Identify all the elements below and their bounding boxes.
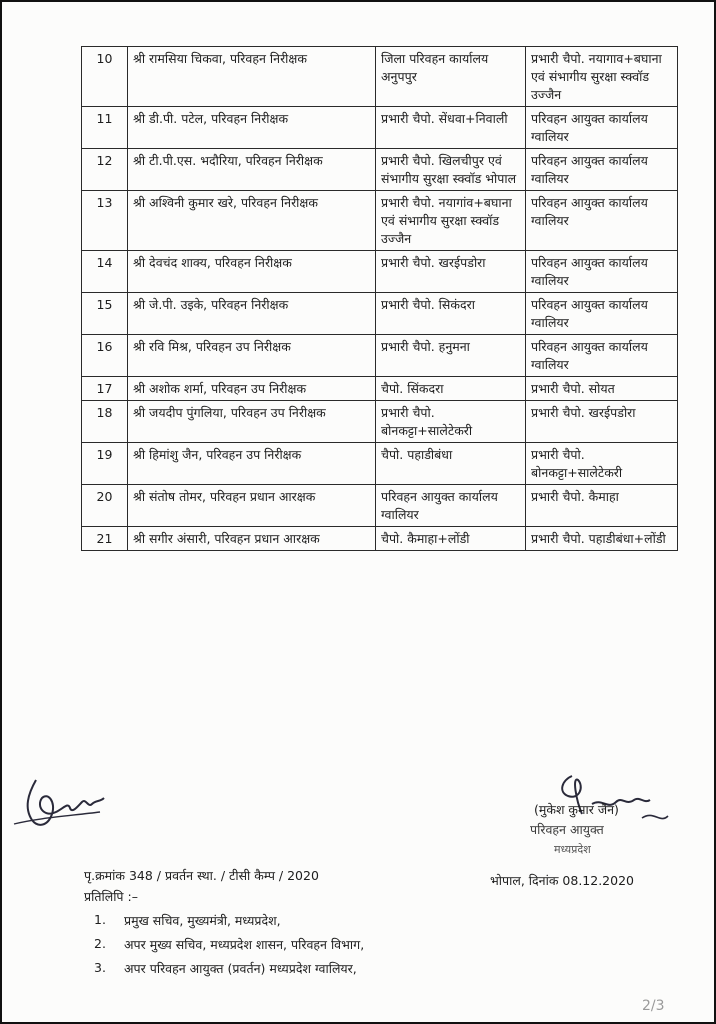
serial-number-cell: 11 <box>82 107 128 149</box>
officer-name-cell: श्री जयदीप पुंगलिया, परिवहन उप निरीक्षक <box>128 401 376 443</box>
place-date: भोपाल, दिनांक 08.12.2020 <box>490 873 634 888</box>
new-posting-cell: प्रभारी चैपो. नयागाव+बघाना एवं संभागीय सुरक्षा स्क्वॉड उज्जैन <box>526 47 678 107</box>
serial-number-cell: 19 <box>82 443 128 485</box>
signatory-state: मध्यप्रदेश <box>554 843 591 856</box>
officer-name-cell: श्री जे.पी. उइके, परिवहन निरीक्षक <box>128 293 376 335</box>
officer-name-cell: श्री अश्विनी कुमार खरे, परिवहन निरीक्षक <box>128 191 376 251</box>
copy-list <box>84 912 364 984</box>
officer-name-cell: श्री सगीर अंसारी, परिवहन प्रधान आरक्षक <box>128 527 376 551</box>
copy-item <box>84 960 364 984</box>
copy-item <box>84 936 364 960</box>
current-posting-cell: प्रभारी चैपो. सेंधवा+निवाली <box>376 107 526 149</box>
serial-number-cell: 15 <box>82 293 128 335</box>
officer-name-cell: श्री रामसिया चिकवा, परिवहन निरीक्षक <box>128 47 376 107</box>
new-posting-cell: परिवहन आयुक्त कार्यालय ग्वालियर <box>526 149 678 191</box>
new-posting-cell: परिवहन आयुक्त कार्यालय ग्वालियर <box>526 335 678 377</box>
officer-name-cell: श्री संतोष तोमर, परिवहन प्रधान आरक्षक <box>128 485 376 527</box>
table-row <box>82 191 678 251</box>
table-row <box>82 527 678 551</box>
copy-heading: प्रतिलिपि :– <box>84 889 138 904</box>
new-posting-cell: प्रभारी चैपो. पहाडीबंधा+लोंडी <box>526 527 678 551</box>
officer-name-cell: श्री हिमांशु जैन, परिवहन उप निरीक्षक <box>128 443 376 485</box>
current-posting-cell: चैपो. पहाडीबंधा <box>376 443 526 485</box>
new-posting-cell: प्रभारी चैपो. सोयत <box>526 377 678 401</box>
signatory-block <box>530 800 619 860</box>
transfer-table <box>81 46 678 551</box>
current-posting-cell: चैपो. कैमाहा+लोंडी <box>376 527 526 551</box>
signatory-name: (मुकेश कुमार जैन) <box>534 802 619 817</box>
current-posting-cell: प्रभारी चैपो. सिकंदरा <box>376 293 526 335</box>
copy-item-text: अपर परिवहन आयुक्त (प्रवर्तन) मध्यप्रदेश ग्वालियर, <box>124 961 357 976</box>
table-row <box>82 443 678 485</box>
officer-name-cell: श्री देवचंद शाक्य, परिवहन निरीक्षक <box>128 251 376 293</box>
current-posting-cell: चैपो. सिंकदरा <box>376 377 526 401</box>
copy-item-text: प्रमुख सचिव, मुख्यमंत्री, मध्यप्रदेश, <box>124 913 281 928</box>
signatory-designation: परिवहन आयुक्त <box>530 822 604 837</box>
copy-item-number: 2. <box>94 936 106 951</box>
table-row <box>82 485 678 527</box>
table-row <box>82 47 678 107</box>
table-row <box>82 335 678 377</box>
new-posting-cell: परिवहन आयुक्त कार्यालय ग्वालियर <box>526 191 678 251</box>
serial-number-cell: 20 <box>82 485 128 527</box>
serial-number-cell: 21 <box>82 527 128 551</box>
serial-number-cell: 12 <box>82 149 128 191</box>
copy-item <box>84 912 364 936</box>
officer-name-cell: श्री डी.पी. पटेल, परिवहन निरीक्षक <box>128 107 376 149</box>
serial-number-cell: 14 <box>82 251 128 293</box>
table-row <box>82 149 678 191</box>
copy-item-number: 1. <box>94 912 106 927</box>
table-row <box>82 377 678 401</box>
reference-number: पृ.क्रमांक 348 / प्रवर्तन स्था. / टीसी कैम्प / 2020 <box>84 868 319 883</box>
serial-number-cell: 18 <box>82 401 128 443</box>
current-posting-cell: प्रभारी चैपो. खिलचीपुर एवं संभागीय सुरक्षा स्क्वॉड भोपाल <box>376 149 526 191</box>
current-posting-cell: परिवहन आयुक्त कार्यालय ग्वालियर <box>376 485 526 527</box>
officer-name-cell: श्री अशोक शर्मा, परिवहन उप निरीक्षक <box>128 377 376 401</box>
current-posting-cell: प्रभारी चैपो. नयागांव+बघाना एवं संभागीय सुरक्षा स्क्वॉड उज्जैन <box>376 191 526 251</box>
serial-number-cell: 10 <box>82 47 128 107</box>
table-row <box>82 293 678 335</box>
table-row <box>82 251 678 293</box>
table-row <box>82 107 678 149</box>
copy-item-text: अपर मुख्य सचिव, मध्यप्रदेश शासन, परिवहन विभाग, <box>124 937 365 952</box>
new-posting-cell: प्रभारी चैपो. कैमाहा <box>526 485 678 527</box>
new-posting-cell: प्रभारी चैपो. खरईपडोरा <box>526 401 678 443</box>
current-posting-cell: प्रभारी चैपो. खरईपडोरा <box>376 251 526 293</box>
table-row <box>82 401 678 443</box>
officer-name-cell: श्री रवि मिश्र, परिवहन उप निरीक्षक <box>128 335 376 377</box>
new-posting-cell: परिवहन आयुक्त कार्यालय ग्वालियर <box>526 293 678 335</box>
serial-number-cell: 17 <box>82 377 128 401</box>
new-posting-cell: प्रभारी चैपो. बोनकट्टा+सालेटेकरी <box>526 443 678 485</box>
serial-number-cell: 13 <box>82 191 128 251</box>
serial-number-cell: 16 <box>82 335 128 377</box>
current-posting-cell: प्रभारी चैपो. बोनकट्टा+सालेटेकरी <box>376 401 526 443</box>
page-number: 2/3 <box>642 998 665 1014</box>
officer-name-cell: श्री टी.पी.एस. भदौरिया, परिवहन निरीक्षक <box>128 149 376 191</box>
new-posting-cell: परिवहन आयुक्त कार्यालय ग्वालियर <box>526 107 678 149</box>
current-posting-cell: जिला परिवहन कार्यालय अनुपपुर <box>376 47 526 107</box>
transfer-table-body <box>82 47 678 551</box>
copy-item-number: 3. <box>94 960 106 975</box>
left-initial-signature <box>8 768 118 842</box>
new-posting-cell: परिवहन आयुक्त कार्यालय ग्वालियर <box>526 251 678 293</box>
current-posting-cell: प्रभारी चैपो. हनुमना <box>376 335 526 377</box>
